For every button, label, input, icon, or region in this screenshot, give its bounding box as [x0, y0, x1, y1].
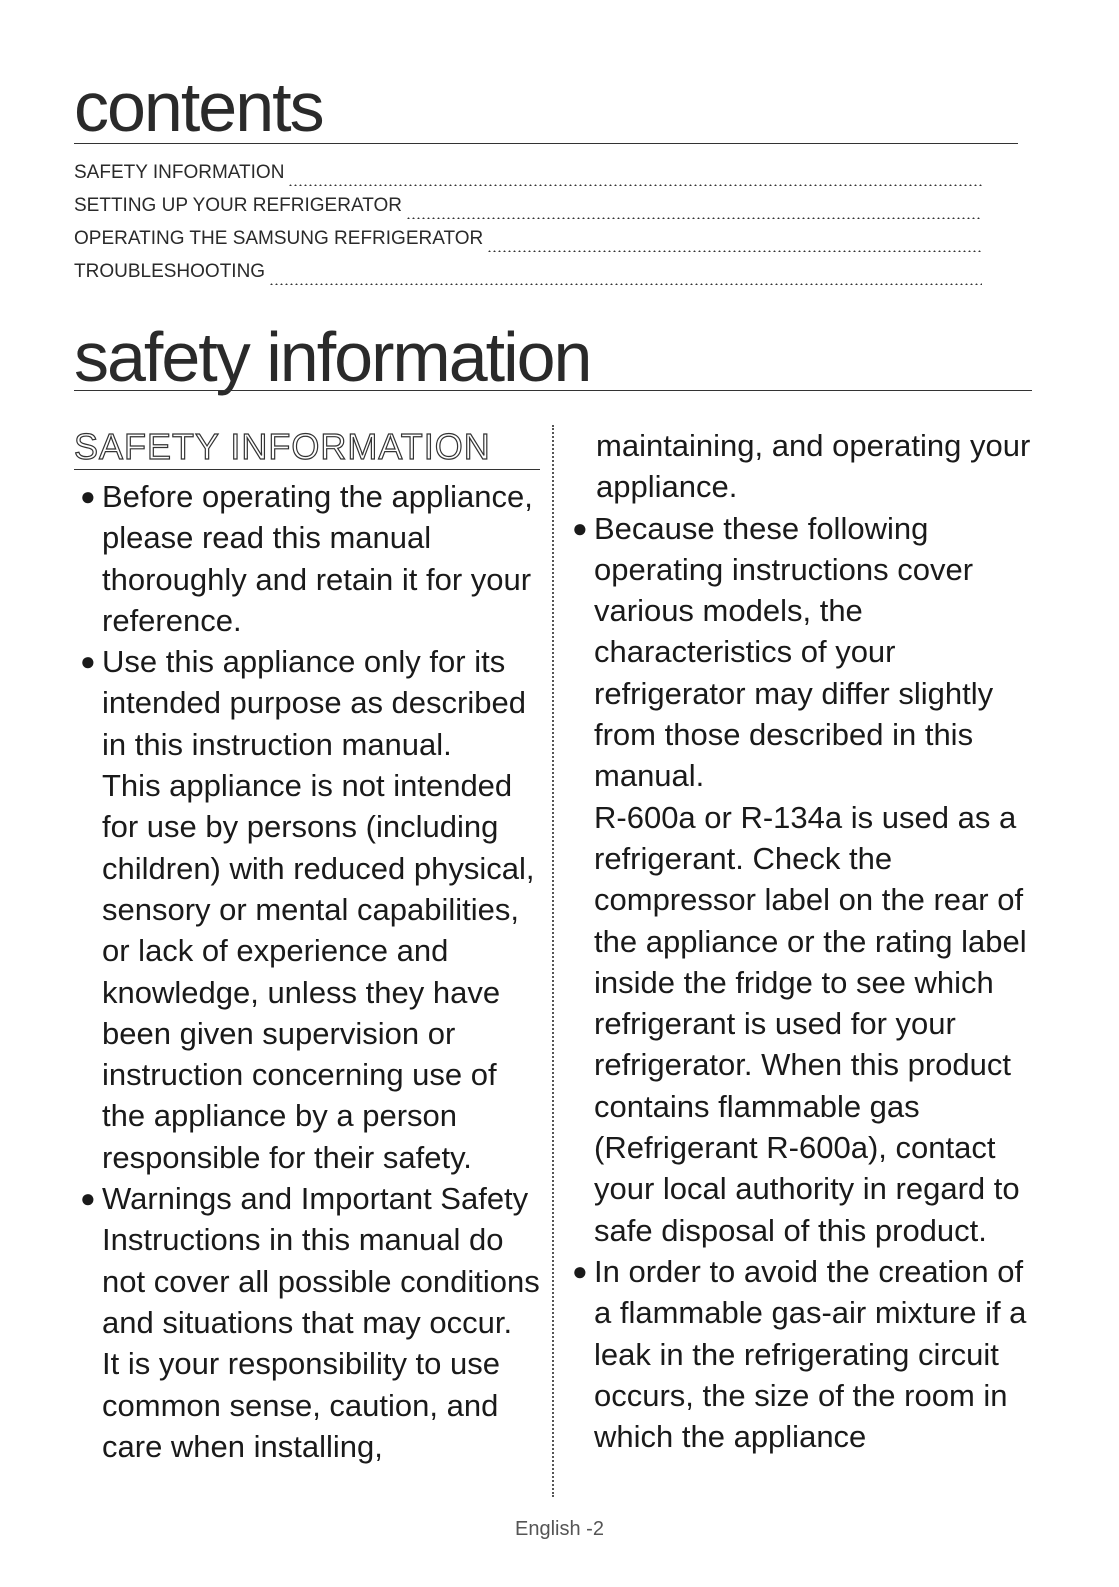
bullet-icon: ● — [572, 1255, 588, 1286]
contents-title: contents — [74, 68, 323, 146]
toc-entry[interactable] — [74, 162, 982, 195]
toc-label: OPERATING THE SAMSUNG REFRIGERATOR — [74, 228, 484, 249]
safety-rule — [74, 390, 1032, 391]
toc-leader — [288, 184, 982, 186]
item-paragraph: R-600a or R-134a is used as a refrigerant. Check the compressor label on the rear of the appliance or the rating label inside the fridge to see which refrigerant is used for your refrigerator. When this product contains flammable gas (Refrigerant R-600a), contact your local authority in regard to safe disposal of this product. — [594, 799, 1027, 1248]
list-item — [74, 641, 540, 1178]
left-column — [74, 425, 540, 1467]
item-paragraph: Use this appliance only for its intended purpose as described in this instruction manual. — [102, 644, 526, 762]
toc-leader — [487, 250, 982, 252]
toc-label: SETTING UP YOUR REFRIGERATOR — [74, 195, 402, 216]
list-item — [74, 1178, 540, 1467]
column-divider — [552, 425, 554, 1497]
section-heading: SAFETY INFORMATION — [74, 425, 540, 470]
page-number: English -2 — [515, 1518, 604, 1540]
item-paragraph: Warnings and Important Safety Instructions in this manual do not cover all possible conditions and situations that may occur. — [102, 1181, 540, 1340]
right-column — [566, 425, 1036, 1457]
bullet-icon: ● — [80, 646, 96, 677]
safety-title: safety information — [74, 318, 591, 396]
item-paragraph: In order to avoid the creation of a flammable gas-air mixture if a leak in the refrigerating circuit occurs, the size of the room in which the appliance — [594, 1253, 1027, 1455]
toc-leader — [406, 217, 982, 219]
list-item — [566, 508, 1036, 1251]
toc-entry[interactable] — [74, 195, 982, 228]
bullet-icon: ● — [80, 481, 96, 511]
continued-paragraph: maintaining, and operating your appliance. — [596, 428, 1031, 505]
bullet-icon: ● — [572, 512, 588, 543]
toc-entry[interactable] — [74, 228, 982, 261]
list-item — [566, 1251, 1036, 1457]
list-item — [74, 476, 540, 641]
toc-leader — [269, 283, 982, 285]
item-paragraph: Because these following operating instructions cover various models, the characteristics of your refrigerator may differ slightly from those described in this manual. — [594, 510, 994, 794]
table-of-contents — [74, 162, 982, 294]
bullet-icon: ● — [80, 1183, 96, 1214]
item-paragraph: Before operating the appliance, please read this manual thoroughly and retain it for your reference. — [102, 479, 533, 638]
item-paragraph: It is your responsibility to use common sense, caution, and care when installing, — [102, 1346, 501, 1464]
item-paragraph: This appliance is not intended for use by persons (including children) with reduced physical, sensory or mental capabilities, or lack of experience and knowledge, unless they have been given supervision or instruction concerning use of the appliance by a person responsible for their safety. — [102, 768, 535, 1175]
toc-label: SAFETY INFORMATION — [74, 162, 285, 183]
contents-rule — [74, 143, 1018, 144]
toc-entry[interactable] — [74, 261, 982, 294]
toc-label: TROUBLESHOOTING — [74, 261, 266, 282]
